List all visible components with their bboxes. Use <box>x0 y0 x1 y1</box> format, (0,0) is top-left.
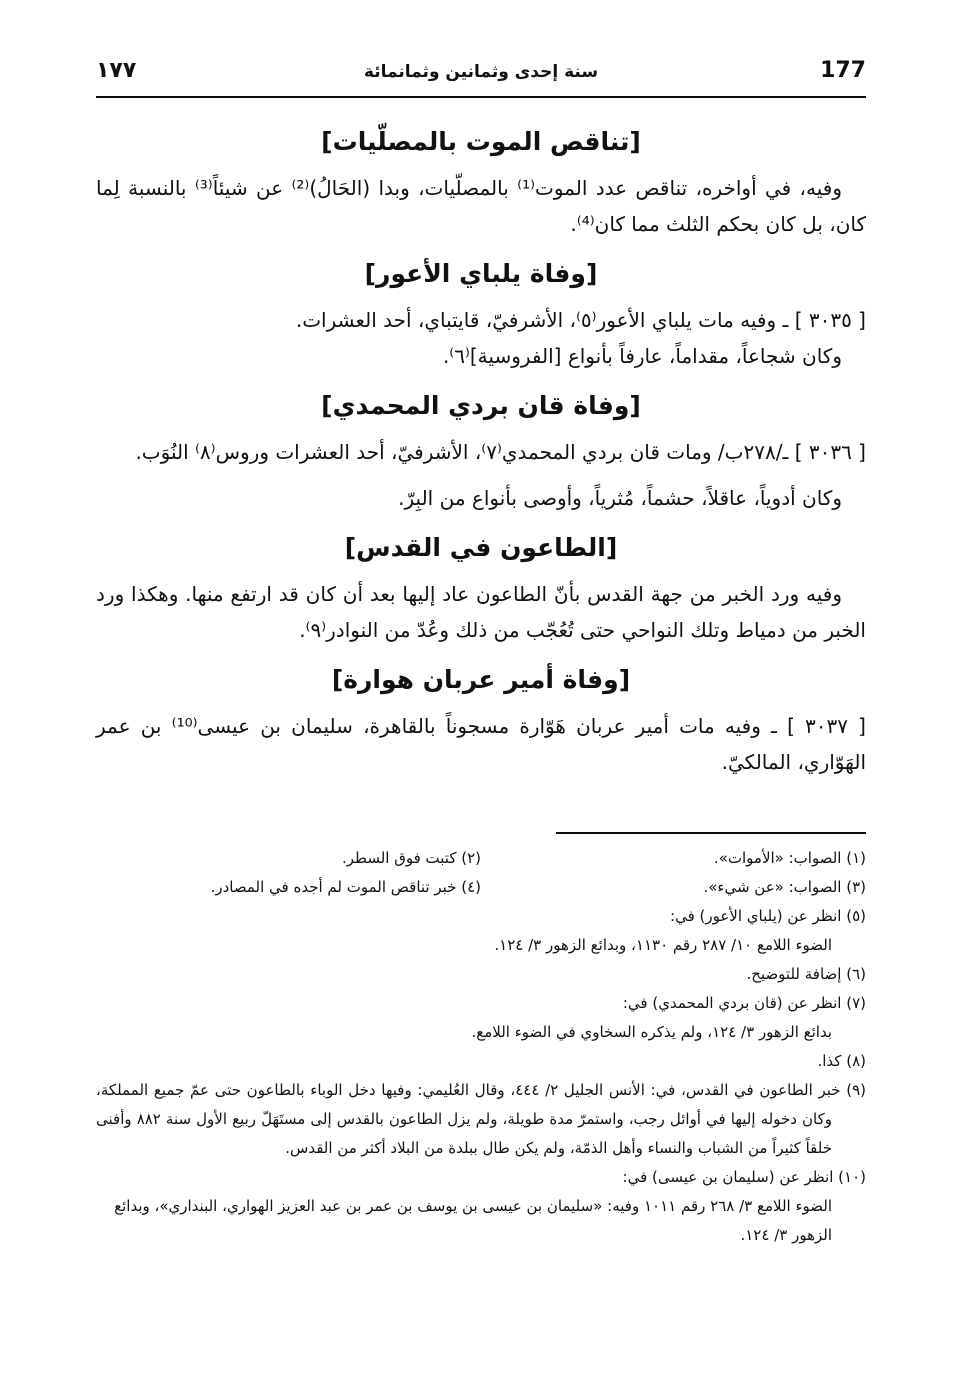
main-text <box>96 110 866 780</box>
section-heading: [الطاعون في القدس] <box>344 533 618 562</box>
footnote: (١٠) انظر عن (سليمان بن عيسى) في: <box>622 1168 866 1186</box>
footnote: (٦) إضافة للتوضيح. <box>746 965 866 983</box>
paragraph: وفيه ورد الخبر من جهة القدس بأنّ الطاعون عاد إليها بعد أن كان قد ارتفع منها. وهكذا ورد الخبر من دمياط وتلك النواحي حتى تُعُجّب من ذلك وعُدّ من النوادر⁽٩⁾. <box>96 582 866 642</box>
footnote: (٩) خبر الطاعون في القدس، في: الأنس الجليل ٢/ ٤٤٤، وقال العُليمي: وفيها دخل الوباء بالطاعون حتى عمّ جميع المملكة، وكان دخوله إليها في أوائل رجب، واستمرّ مدة طويلة، ولم يزل الطاعون بالقدس إلى مستَهَلّ ربيع الأول سنة ٨٨٢ وأفنى خلقاً كثيراً من الشباب والنساء وأهل الذمّة، ولم يكن طال ببلدة من البلاد أكثر من القدس. <box>96 1081 866 1157</box>
section-heading: [وفاة أمير عربان هوارة] <box>331 665 631 694</box>
section-heading: [تناقص الموت بالمصلّيات] <box>321 127 641 156</box>
footnote-source: الضوء اللامع ١٠/ ٢٨٧ رقم ١١٣٠، وبدائع الزهور ٣/ ١٢٤. <box>494 936 832 954</box>
footnote: (٤) خبر تناقص الموت لم أجده في المصادر. <box>210 878 481 896</box>
footnote: (٥) انظر عن (يلباي الأعور) في: <box>670 907 866 925</box>
paragraph: [ ٣٠٣٧ ] ـ وفيه مات أمير عربان هَوّارة مسجوناً بالقاهرة، سليمان بن عيسى⁽¹⁰⁾ بن عمر الهَوّاري، المالكيّ. <box>96 714 866 774</box>
paragraph: وكان شجاعاً، مقداماً، عارفاً بأنواع [الفروسية]⁽٦⁾. <box>442 344 842 368</box>
running-header <box>96 56 866 96</box>
footnote-row <box>96 873 866 902</box>
footnote: (٣) الصواب: «عن شيء». <box>703 878 866 896</box>
paragraph: وكان أدوياً، عاقلاً، حشماً، مُثرياً، وأوصى بأنواع من البِرّ. <box>398 486 842 510</box>
footnote-source: الضوء اللامع ٣/ ٢٦٨ رقم ١٠١١ وفيه: «سليمان بن عيسى بن يوسف بن عمر بن عبد العزيز الهواري، البنداري»، وبدائع الزهور ٣/ ١٢٤. <box>114 1197 832 1244</box>
section-heading: [وفاة قان بردي المحمدي] <box>321 391 641 420</box>
footnote: (٨) كذا. <box>817 1052 866 1070</box>
paragraph: وفيه، في أواخره، تناقص عدد الموت⁽¹⁾ بالمصلّيات، وبدا (الحَالُ)⁽²⁾ عن شيئاً⁽³⁾ بالنسبة لِما كان، بل كان بحكم الثلث مما كان⁽⁴⁾. <box>96 176 866 236</box>
footnote: (٧) انظر عن (قان بردي المحمدي) في: <box>622 994 866 1012</box>
footnotes <box>96 844 866 1250</box>
page-number-arabic: ١٧٧ <box>96 58 137 83</box>
paragraph: [ ٣٠٣٥ ] ـ وفيه مات يلباي الأعور⁽٥⁾، الأشرفيّ، قايتباي، أحد العشرات. <box>295 308 866 332</box>
paragraph: [ ٣٠٣٦ ] ـ/٢٧٨ب/ ومات قان بردي المحمدي⁽٧⁾، الأشرفيّ، أحد العشرات وروس⁽٨⁾ النُوَب. <box>135 440 866 464</box>
footnote-source: بدائع الزهور ٣/ ١٢٤، ولم يذكره السخاوي في الضوء اللامع. <box>471 1023 832 1041</box>
footnote: (٢) كتبت فوق السطر. <box>341 849 481 867</box>
footnote: (١) الصواب: «الأموات». <box>713 849 866 867</box>
header-rule <box>96 96 866 98</box>
section-heading: [وفاة يلباي الأعور] <box>364 259 598 288</box>
running-title: سنة إحدى وثمانين وثمانمائة <box>363 62 599 82</box>
footnote-rule <box>556 832 866 834</box>
footnote-row <box>96 844 866 873</box>
page-number-latin: 177 <box>820 58 866 83</box>
paragraph-gap <box>96 470 866 480</box>
